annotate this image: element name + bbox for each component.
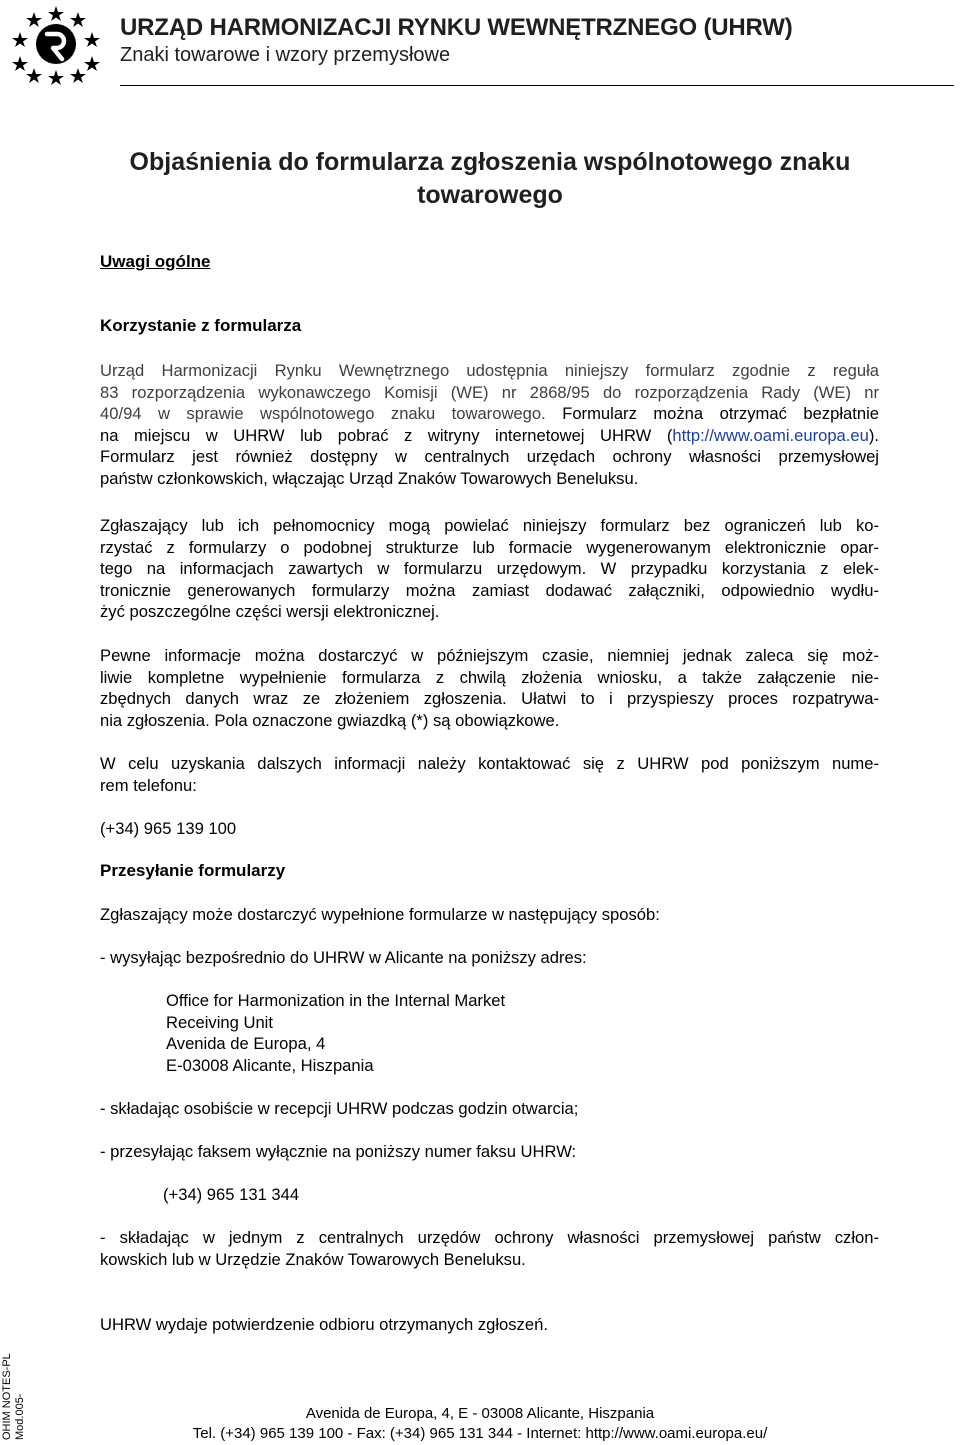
paragraph-line: kowskich lub w Urzędzie Znaków Towarowych Beneluksu. — [100, 1249, 526, 1269]
section-general-heading: Uwagi ogólne — [100, 252, 211, 271]
paragraph-line: na miejscu w UHRW lub pobrać z witryny internetowej UHRW ( — [100, 425, 673, 445]
side-form-reference-line: OHIM NOTES-PL — [1, 1353, 13, 1440]
address-line: Receiving Unit — [166, 1012, 273, 1032]
confirmation-note: UHRW wydaje potwierdzenie odbioru otrzymanych zgłoszeń. — [100, 1315, 548, 1334]
section-sending-heading: Przesyłanie formularzy — [100, 861, 286, 880]
paragraph-information — [100, 645, 879, 731]
paragraph-line: Pewne informacje można dostarczyć w późniejszym czasie, niemniej jednak zaleca się moż- — [100, 646, 879, 665]
organization-name: URZĄD HARMONIZACJI RYNKU WEWNĘTRZNEGO (UHRW) — [120, 14, 793, 41]
footer-address: Avenida de Europa, 4, E - 03008 Alicante, Hiszpania — [305, 1405, 655, 1422]
paragraph-line: liwie kompletne wypełnienie formularza z chwilą złożenia wniosku, a także załączenie nie- — [100, 667, 879, 687]
footer-contact: Tel. (+34) 965 139 100 - Fax: (+34) 965 131 344 - Internet: http://www.oami.europa.eu/ — [192, 1425, 768, 1442]
option-personal: - składając osobiście w recepcji UHRW podczas godzin otwarcia; — [100, 1099, 579, 1118]
paragraph-line: żyć poszczególne części wersji elektronicznej. — [100, 602, 440, 621]
section-usage-heading: Korzystanie z formularza — [100, 316, 302, 335]
document-title-line-1: Objaśnienia do formularza zgłoszenia wspólnotowego znaku — [129, 148, 851, 176]
paragraph-line: tego na informacjach zawartych w formularzu urzędowym. W przypadku korzystania z elek- — [100, 559, 879, 578]
address-block — [166, 990, 505, 1076]
option-mail: - wysyłając bezpośrednio do UHRW w Alicante na poniższy adres: — [100, 948, 587, 967]
fax-number: (+34) 965 131 344 — [163, 1185, 300, 1204]
paragraph-line: zbędnych danych wraz ze złożeniem zgłoszenia. Ułatwi to i przyspieszy proces rozpatrywa- — [100, 689, 879, 708]
paragraph-line: rem telefonu: — [100, 775, 197, 795]
paragraph-line: Formularz jest również dostępny w centralnych urzędach ochrony własności przemysłowej — [100, 447, 879, 466]
sending-intro: Zgłaszający może dostarczyć wypełnione formularze w następujący sposób: — [100, 905, 660, 924]
paragraph-line: Zgłaszający lub ich pełnomocnicy mogą powielać niniejszy formularz bez ograniczeń lub ko- — [100, 516, 879, 535]
header-divider — [120, 85, 954, 86]
oami-logo-stars-icon — [8, 4, 104, 86]
paragraph-contact — [100, 753, 879, 796]
side-form-reference-line: Mod.005- — [14, 1393, 26, 1440]
document-title-line-2: towarowego — [417, 181, 563, 209]
paragraph-line: państw członkowskich, włączając Urząd Znaków Towarowych Beneluksu. — [100, 468, 639, 488]
paragraph-form-reproduction — [100, 515, 879, 623]
option-fax: - przesyłając faksem wyłącznie na poniższy numer faksu UHRW: — [100, 1142, 577, 1161]
paragraph-line: 40/94 w sprawie wspólnotowego znaku towarowego. — [100, 404, 546, 423]
website-link[interactable]: http://www.oami.europa.eu — [672, 425, 869, 445]
paragraph-line: rzystać z formularzy o podobnej strukturze lub formacie wygenerowanym elektronicznie opar- — [100, 537, 879, 557]
paragraph-line: Urząd Harmonizacji Rynku Wewnętrznego udostępnia niniejszy formularz zgodnie z reguła — [100, 361, 879, 380]
paragraph-line: Formularz można otrzymać bezpłatnie — [545, 404, 880, 423]
paragraph-form-availability — [100, 360, 879, 489]
paragraph-line: W celu uzyskania dalszych informacji należy kontaktować się z UHRW pod poniższym nume- — [100, 754, 879, 773]
phone-number: (+34) 965 139 100 — [100, 819, 237, 838]
address-line: Avenida de Europa, 4 — [166, 1034, 326, 1053]
organization-subtitle: Znaki towarowe i wzory przemysłowe — [120, 44, 451, 66]
document-title — [100, 146, 880, 212]
address-line: Office for Harmonization in the Internal Market — [166, 991, 506, 1010]
paragraph-line: 83 rozporządzenia wykonawczego Komisji (WE) nr 2868/95 do rozporządzenia Rady (WE) nr — [100, 382, 879, 402]
paragraph-line: ). — [868, 425, 879, 445]
option-national — [100, 1227, 879, 1270]
paragraph-line: tronicznie generowanych formularzy można zamiast dodawać załączniki, odpowiednio wydłu- — [100, 580, 879, 600]
paragraph-line: nia zgłoszenia. Pola oznaczone gwiazdką (*) są obowiązkowe. — [100, 710, 560, 730]
paragraph-line: - składając w jednym z centralnych urzędów ochrony własności przemysłowej państw człon- — [100, 1228, 879, 1247]
address-line: E-03008 Alicante, Hiszpania — [166, 1055, 374, 1075]
